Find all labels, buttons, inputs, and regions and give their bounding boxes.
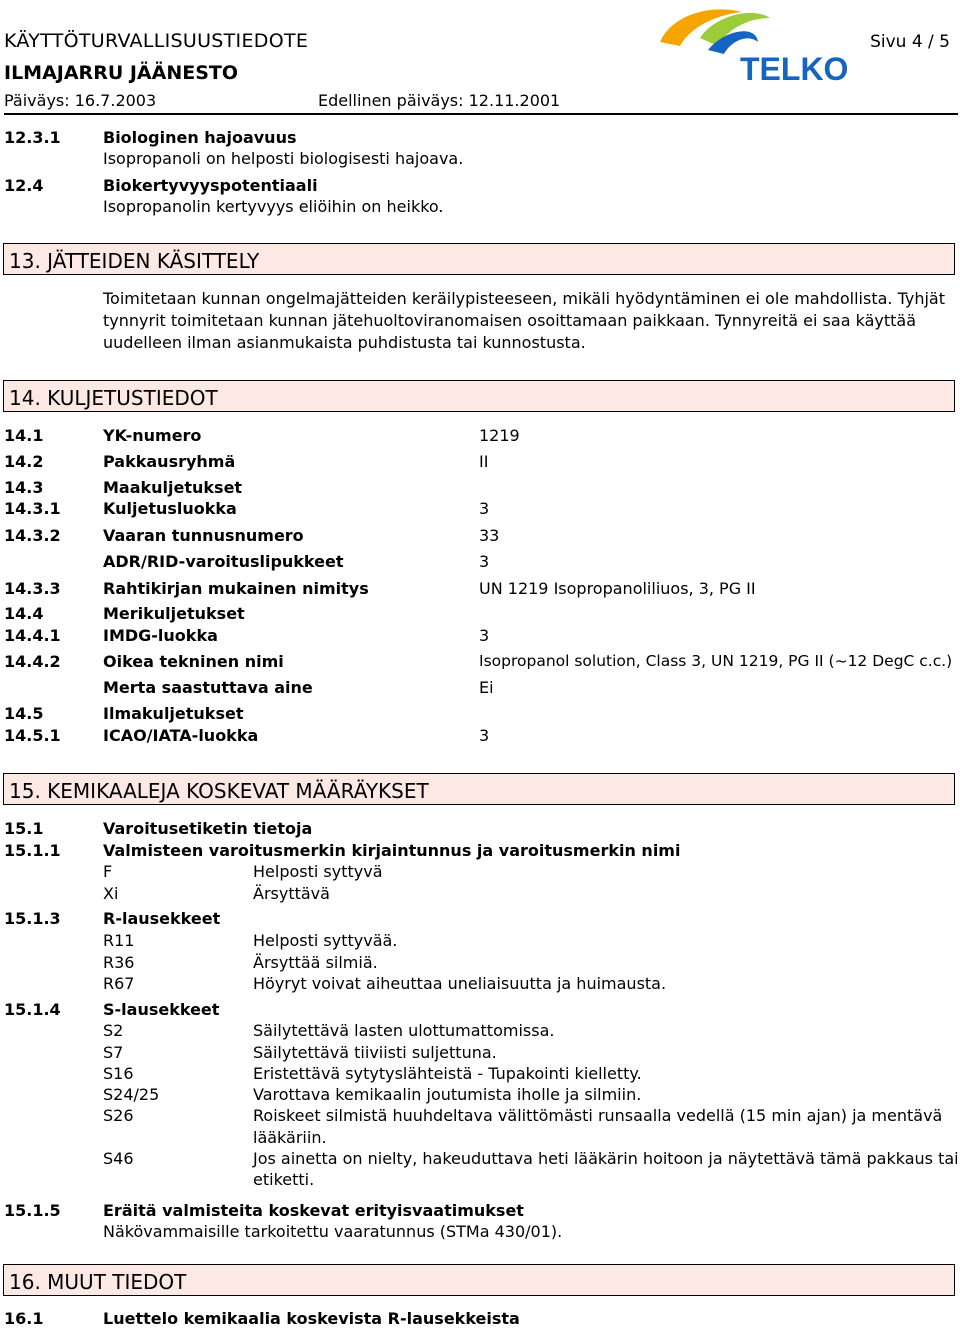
- row-number: 14.3.1: [4, 499, 61, 518]
- telko-logo: [652, 2, 862, 84]
- row-number: 14.1: [4, 426, 44, 445]
- row-label: Kuljetusluokka: [103, 499, 237, 518]
- row-label: Maakuljetukset: [103, 478, 243, 497]
- section-title: 13. JÄTTEIDEN KÄSITTELY: [9, 249, 260, 273]
- row-number: 14.5.1: [4, 726, 61, 745]
- item-text: Isopropanolin kertyvyys eliöihin on heikko.: [103, 197, 444, 216]
- row-value: II: [479, 452, 489, 471]
- row-label: Oikea tekninen nimi: [103, 652, 284, 671]
- section-heading-16: [3, 1264, 955, 1296]
- row-label: Pakkausryhmä: [103, 452, 236, 471]
- section-heading-15: [3, 773, 955, 805]
- subsection-title: R-lausekkeet: [103, 909, 221, 928]
- s-phrase-text: Säilytettävä lasten ulottumattomissa.: [253, 1021, 555, 1040]
- logo-text: TELKO: [740, 51, 849, 84]
- subsection-number: 15.1.4: [4, 1000, 61, 1019]
- row-value: Isopropanol solution, Class 3, UN 1219, PG II (~12 DegC c.c.): [479, 652, 953, 670]
- row-number: 14.3.2: [4, 526, 61, 545]
- row-label: Rahtikirjan mukainen nimitys: [103, 579, 369, 598]
- r-phrase-code: R11: [103, 931, 135, 950]
- page-number: Sivu 4 / 5: [870, 32, 950, 52]
- r-phrase-text: Helposti syttyvää.: [253, 931, 398, 950]
- row-value: 3: [479, 626, 490, 645]
- item-title: Biokertyvyyspotentiaali: [103, 176, 318, 195]
- s-phrase-text: Jos ainetta on nielty, hakeuduttava heti lääkärin hoitoon ja näytettävä tämä pakkaus tai: [253, 1149, 959, 1168]
- disposal-text: Toimitetaan kunnan ongelmajätteiden keräilypisteeseen, mikäli hyödyntäminen ei ole mahdollista. Tyhjät tynnyrit toimitetaan kunnan jätehuoltoviranomaisen osoittamaan paikkaan. Tynnyreitä ei saa käyttää uudelleen ilman asianmukaista puhdistusta tai kunnostusta.: [103, 289, 945, 352]
- header-divider: [4, 113, 958, 115]
- row-number: 14.4.1: [4, 626, 61, 645]
- row-label: Vaaran tunnusnumero: [103, 526, 304, 545]
- section-heading-14: [3, 380, 955, 412]
- s-phrase-text: Eristettävä sytytyslähteistä - Tupakointi kielletty.: [253, 1064, 642, 1083]
- row-number: 14.4: [4, 604, 44, 623]
- row-number: 14.5: [4, 704, 44, 723]
- section-title: 16. MUUT TIEDOT: [9, 1270, 187, 1294]
- r-phrase-code: R67: [103, 974, 135, 993]
- subsection-title: Varoitusetiketin tietoja: [103, 819, 313, 838]
- subsection-title: Luettelo kemikaalia koskevista R-lausekkeista: [103, 1309, 520, 1328]
- row-number: 14.3.3: [4, 579, 61, 598]
- row-label: Merta saastuttava aine: [103, 678, 313, 697]
- subsection-number: 16.1: [4, 1309, 44, 1328]
- subsection-number: 15.1.3: [4, 909, 61, 928]
- symbol-name: Helposti syttyvä: [253, 862, 383, 881]
- row-label: ADR/RID-varoituslipukkeet: [103, 552, 344, 571]
- row-value: 3: [479, 726, 490, 745]
- row-value: 3: [479, 552, 490, 571]
- product-name: ILMAJARRU JÄÄNESTO: [4, 62, 239, 84]
- s-phrase-text-continued: etiketti.: [253, 1170, 315, 1189]
- s-phrase-code: S7: [103, 1043, 124, 1062]
- s-phrase-code: S16: [103, 1064, 134, 1083]
- s-phrase-code: S24/25: [103, 1085, 160, 1104]
- subsection-text: Näkövammaisille tarkoitettu vaaratunnus (STMa 430/01).: [103, 1222, 563, 1241]
- item-text: Isopropanoli on helposti biologisesti hajoava.: [103, 149, 464, 168]
- section-title: 14. KULJETUSTIEDOT: [9, 386, 218, 410]
- s-phrase-code: S26: [103, 1106, 134, 1125]
- row-label: YK-numero: [103, 426, 202, 445]
- s-phrase-code: S2: [103, 1021, 124, 1040]
- section-title: 15. KEMIKAALEJA KOSKEVAT MÄÄRÄYKSET: [9, 779, 429, 803]
- subsection-title: Eräitä valmisteita koskevat erityisvaatimukset: [103, 1201, 524, 1220]
- row-label: Merikuljetukset: [103, 604, 245, 623]
- row-label: IMDG-luokka: [103, 626, 218, 645]
- section-heading-13: [3, 243, 955, 275]
- symbol-code: F: [103, 862, 113, 881]
- s-phrase-text-continued: lääkäriin.: [253, 1128, 327, 1147]
- item-number: 12.4: [4, 176, 44, 195]
- previous-date: Edellinen päiväys: 12.11.2001: [318, 91, 561, 110]
- s-phrase-text: Varottava kemikaalin joutumista iholle ja silmiin.: [253, 1085, 642, 1104]
- s-phrase-text: Roiskeet silmistä huuhdeltava välittömästi runsaalla vedellä (15 min ajan) ja mentävä: [253, 1106, 943, 1125]
- subsection-number: 15.1.5: [4, 1201, 61, 1220]
- date: Päiväys: 16.7.2003: [4, 91, 157, 110]
- row-number: 14.2: [4, 452, 44, 471]
- subsection-title: S-lausekkeet: [103, 1000, 220, 1019]
- symbol-code: Xi: [103, 884, 119, 903]
- r-phrase-text: Ärsyttää silmiä.: [253, 953, 378, 972]
- document-title: KÄYTTÖTURVALLISUUSTIEDOTE: [4, 30, 309, 52]
- r-phrase-code: R36: [103, 953, 135, 972]
- row-value: Ei: [479, 678, 494, 697]
- symbol-name: Ärsyttävä: [253, 884, 330, 903]
- row-value: 3: [479, 499, 490, 518]
- row-value: 33: [479, 526, 500, 545]
- s-phrase-code: S46: [103, 1149, 134, 1168]
- item-number: 12.3.1: [4, 128, 61, 147]
- row-label: ICAO/IATA-luokka: [103, 726, 259, 745]
- r-phrase-text: Höyryt voivat aiheuttaa uneliaisuutta ja huimausta.: [253, 974, 667, 993]
- item-title: Biologinen hajoavuus: [103, 128, 297, 147]
- subsection-title: Valmisteen varoitusmerkin kirjaintunnus ja varoitusmerkin nimi: [103, 841, 681, 860]
- row-number: 14.4.2: [4, 652, 61, 671]
- subsection-number: 15.1.1: [4, 841, 61, 860]
- subsection-number: 15.1: [4, 819, 44, 838]
- row-value: UN 1219 Isopropanoliliuos, 3, PG II: [479, 579, 756, 598]
- row-value: 1219: [479, 426, 520, 445]
- s-phrase-text: Säilytettävä tiiviisti suljettuna.: [253, 1043, 497, 1062]
- row-label: Ilmakuljetukset: [103, 704, 244, 723]
- row-number: 14.3: [4, 478, 44, 497]
